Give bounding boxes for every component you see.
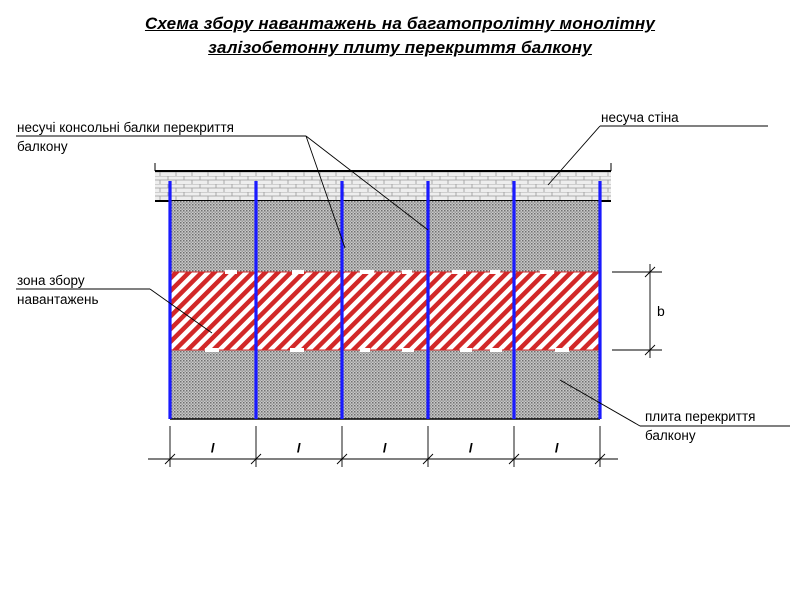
diagram-title-line1: Схема збору навантажень на багатопролітну монолітну xyxy=(144,14,656,33)
slab-label-line1: плита перекриття xyxy=(645,409,756,424)
beams-label-line1: несучі консольні балки перекриття xyxy=(17,120,234,135)
dimension-b xyxy=(612,264,662,358)
zone-label-line2: навантажень xyxy=(17,292,99,307)
span-label: l xyxy=(211,440,215,455)
zone-label-line1: зона збору xyxy=(17,273,85,288)
beams-label-line2: балкону xyxy=(17,139,68,154)
slab-label-line2: балкону xyxy=(645,428,696,443)
span-label: l xyxy=(469,440,473,455)
dimension-b-label: b xyxy=(657,303,665,319)
span-label: l xyxy=(383,440,387,455)
wall-label: несуча стіна xyxy=(601,110,679,125)
load-collection-zone xyxy=(170,270,600,352)
diagram-title-line2: залізобетонну плиту перекриття балкону xyxy=(208,38,592,57)
span-label: l xyxy=(297,440,301,455)
span-label: l xyxy=(555,440,559,455)
dimension-spans xyxy=(148,426,618,467)
